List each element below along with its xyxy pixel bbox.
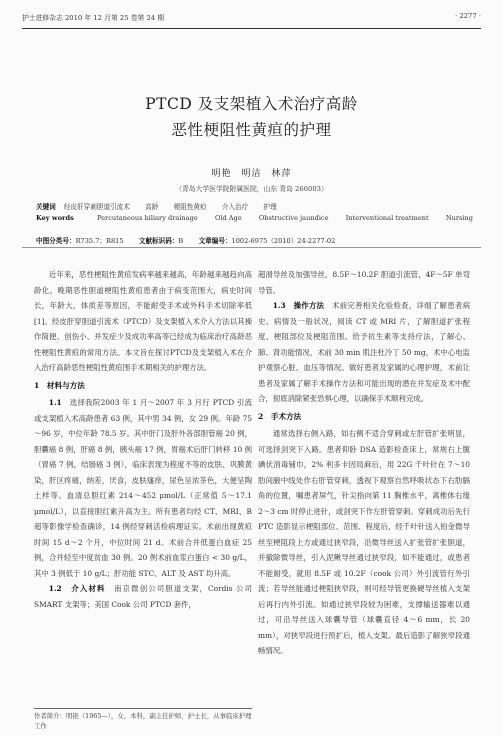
section-heading-2: 2 手术方法 xyxy=(258,411,302,421)
journal-info: 护士进修杂志 2010 年 12 月第 25 卷第 24 期 xyxy=(22,14,165,22)
keyword-en: Obstructive jaundice xyxy=(258,214,329,222)
article-no-value: 1002-6975（2010）24-2277-02 xyxy=(231,237,336,245)
affiliation: （青岛大学医学院附属医院，山东 青岛 266003） xyxy=(175,185,328,193)
section-1-2 xyxy=(34,581,252,612)
doc-code-label: 文献标识码： xyxy=(138,237,179,245)
intro-paragraph: 近年来，恶性梗阻性黄疸发病率越来越高，年龄越来越趋向高龄化。晚期恶性胆道梗阻性黄疸患者由于病变范围大，病史时间长，年龄大，体质差等原因，不能耐受手术或外科手术切除率低[1]。经皮肝穿胆道引流术（PTCD）及支架植入术介入方法以其操作简便、创伤小、并发症少及成功率高等已经成为临床治疗高龄恶性梗阻性黄疸的常用方法。本文旨在探讨PTCD及支架植入术在介入治疗高龄恶性梗阻性黄疸围手术期相关的护理方法。 xyxy=(34,270,252,372)
article-title-line1: PTCD 及支架植入术治疗高龄 xyxy=(145,95,358,113)
subsection-title: 操作方法 xyxy=(293,301,325,310)
keywords-cn xyxy=(36,201,473,211)
keyword-cn: 经皮肝穿刺胆道引流术 xyxy=(63,203,130,211)
right-column xyxy=(258,267,470,659)
keyword-en: Interventional treatment xyxy=(345,214,429,222)
keyword-en: Old Age xyxy=(214,214,242,222)
section-heading-1: 1 材料与方法 xyxy=(34,380,85,390)
subsection-text: 2003 年 1 月～2007 年 3 月行 PTCD 引流或支架植入术高龄患者 63 例，其中男 34 例，女 29 例。年龄 75～96 岁，中位年龄 78.5 岁。其中肝门及肝外各部胆管癌 20 例，胆囊癌 8 例，肝癌 8 例，胰头癌 17 例，胃癌术后肝门转移 10 例（胃癌 7 例，结肠癌 3 例），临床表现为程度不等的皮肤、巩膜黄染，肝区疼痛，纳差，厌食，皮肤瘙痒，尿色呈浓茶色，大便呈陶土样等。血清总胆红素 214～452 μmol/L（正常值 5～17.1 μmol/L），以直接胆红素升高为主。所有患者均经 CT、MRI、B 超等影像学检查确诊，14 例经穿刺活检病理证实。术前出现黄疸时间 15 d～2 个月，中位时间 21 d。术前合并低蛋白血症 25 例，合并轻至中度贫血 30 例。20 例术前血浆白蛋白 < 30 g/L，其中 3 例低于 10 g/L；肝功能 STC、ALT 及 AST 均升高。 xyxy=(34,398,252,578)
page-number: · 2277 · xyxy=(455,12,481,20)
header-rule xyxy=(22,28,481,29)
keyword-en: Nursing xyxy=(445,214,473,222)
running-header xyxy=(22,6,481,24)
continued-paragraph: 超滑导丝及加强导丝，8.5F～10.2F 胆道引流管，4F～5F 单弯导管。 xyxy=(258,270,470,295)
keyword-en: Percutaneous biliary drainage xyxy=(97,214,198,222)
subsection-text: 术前完善相关化验检查，详细了解患者病史、病情及一般状况，阅读 CT 或 MRI 片，了解胆道扩张程度、梗阻部位及梗阻范围。给予抗生素等支持疗法，了解心、肺、肾功能情况，术前 30 min 肌注杜冷丁 50 mg，术中心电监护观察心脏、血压等情况。做好患者及家属的心理护理，术前让患者及家属了解手术操作方法和可能出现的潜在并发症及术中配合，彻底消除紧张恐惧心理，以确保手术顺利完成。 xyxy=(258,301,470,403)
authors: 明艳 明洁 林萍 xyxy=(211,169,292,179)
keyword-cn: 护理 xyxy=(263,203,277,211)
clc-value: R735.7；R815 xyxy=(75,237,124,245)
left-column xyxy=(34,267,252,612)
subsection-title: 介入材料 xyxy=(71,584,106,593)
abstract-divider xyxy=(22,247,481,248)
keyword-cn: 高龄 xyxy=(145,203,159,211)
keywords-en xyxy=(36,214,473,222)
clc-label: 中图分类号： xyxy=(36,237,76,245)
section-1-3 xyxy=(258,298,470,407)
subsection-number: 1.3 xyxy=(272,301,286,310)
subsection-number: 1.1 xyxy=(48,398,62,407)
keyword-cn: 介入治疗 xyxy=(221,203,249,211)
keyword-cn: 梗阻性黄疸 xyxy=(173,203,207,211)
keywords-cn-label: 关键词 xyxy=(36,203,56,211)
section-2-text: 通常选择右侧入路，如右侧不适合穿刺或左肝管扩张明显，可选择剑突下入路。患者仰卧 DSA 造影检查床上，常规右上腹碘伏消毒铺巾，2% 利多卡因局麻后，用 22G 千叶针在 7～10 肋间腋中线处作右肝管穿刺，透视下观察自然呼吸状态下右肋膈角的位置，嘱患者屏气，针尖指向第 11 胸椎水平，离椎体右缘 2～3 cm 时停止进针，或剑突下作左肝管穿刺。穿刺成功后先行 PTC 造影显示梗阻部位、范围、程度后，经千叶针送入铂金微导丝至梗阻段上方或通过狭窄段，沿微导丝送入扩张管扩张胆道，并撤除微导丝，引入泥鳅导丝通过狭窄段，如不能通过，或患者不能耐受，就用 8.5F 或 10.2F（cook 公司）外引流管行外引流；若导丝能通过梗阻狭窄段，则可经导管更换硬导丝植入支架后再行内外引流。如通过狭窄段较为困难，支撑输送器难以通过，可沿导丝送入球囊导管（球囊直径 4～6 mm，长 20 mm），对狭窄段进行预扩后，植入支架。最后造影了解狭窄段通畅情况。 xyxy=(258,429,470,655)
article-no-label: 文章编号： xyxy=(198,237,232,245)
subsection-text: 南京微创公司胆道支架，Cordis 公司 SMART 支架等；美国 Cook 公司 PTCD 套件， xyxy=(34,584,252,609)
subsection-lead: 选择我院 xyxy=(69,398,101,407)
subsection-number: 1.2 xyxy=(48,584,62,593)
classification-line xyxy=(36,235,473,245)
keywords-en-label: Key words xyxy=(36,214,74,222)
section-1-1 xyxy=(34,395,252,581)
article-title-line2: 恶性梗阻性黄疸的护理 xyxy=(171,121,332,139)
doc-code-value: B xyxy=(178,237,184,245)
author-footnote: 作者简介：明艳（1965—），女，本科，副主任护师，护士长，从事临床护理工作 xyxy=(34,708,252,731)
